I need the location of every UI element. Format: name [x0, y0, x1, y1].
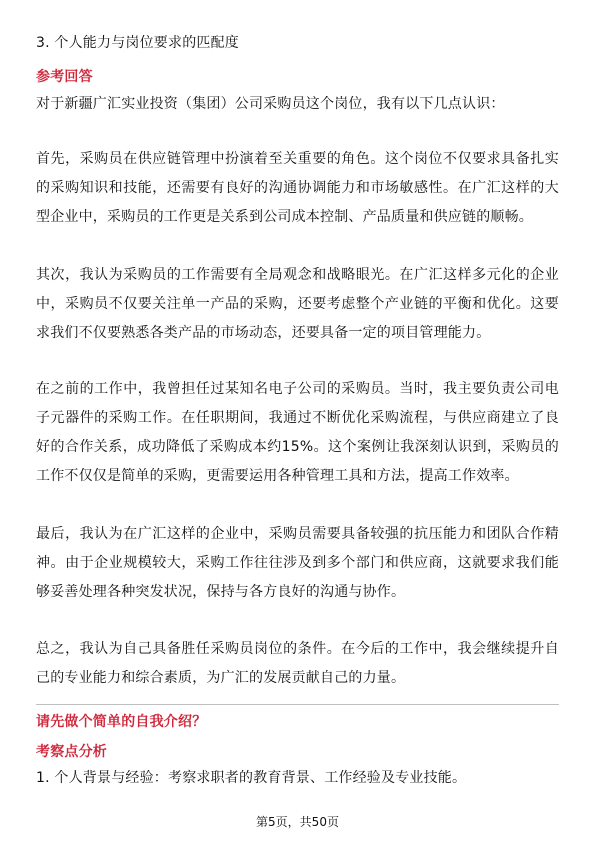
- paragraph-3-line-4: 工作不仅仅是简单的采购，更需要运用各种管理工具和方法，提高工作效率。: [36, 468, 519, 484]
- section-divider: [36, 704, 559, 705]
- paragraph-5-line-1: 总之，我认为自己具备胜任采购员岗位的条件。在今后的工作中，我会继续提升自: [36, 641, 559, 657]
- paragraph-4-line-3: 够妥善处理各种突发状况，保持与各方良好的沟通与协作。: [36, 584, 406, 600]
- page-footer: 第5页，共50页: [256, 815, 339, 829]
- paragraph-1-line-1: 首先，采购员在供应链管理中扮演着至关重要的角色。这个岗位不仅要求具备扎实: [36, 151, 559, 167]
- next-question-heading: 请先做个简单的自我介绍？: [36, 714, 207, 730]
- paragraph-4-line-2: 神。由于企业规模较大，采购工作往往涉及到多个部门和供应商，这就要求我们能: [36, 555, 559, 571]
- paragraph-5-line-2: 己的专业能力和综合素质，为广汇的发展贡献自己的力量。: [36, 670, 406, 686]
- paragraph-1-line-3: 型企业中，采购员的工作更是关系到公司成本控制、产品质量和供应链的顺畅。: [36, 209, 533, 225]
- paragraph-1-line-2: 的采购知识和技能，还需要有良好的沟通协调能力和市场敏感性。在广汇这样的大: [36, 180, 559, 196]
- paragraph-4-line-1: 最后，我认为在广汇这样的企业中，采购员需要具备较强的抗压能力和团队合作精: [36, 526, 559, 542]
- paragraph-2-line-1: 其次，我认为采购员的工作需要有全局观念和战略眼光。在广汇这样多元化的企业: [36, 267, 559, 283]
- paragraph-2-line-3: 求我们不仅要熟悉各类产品的市场动态，还要具备一定的项目管理能力。: [36, 325, 491, 341]
- intro-text: 对于新疆广汇实业投资（集团）公司采购员这个岗位，我有以下几点认识：: [36, 96, 505, 112]
- answer-label: 参考回答: [36, 69, 93, 85]
- section-heading: 3. 个人能力与岗位要求的匹配度: [36, 35, 240, 51]
- paragraph-2-line-2: 中，采购员不仅要关注单一产品的采购，还要考虑整个产业链的平衡和优化。这要: [36, 296, 559, 312]
- paragraph-3-line-2: 子元器件的采购工作。在任职期间，我通过不断优化采购流程，与供应商建立了良: [36, 410, 559, 426]
- paragraph-3-line-1: 在之前的工作中，我曾担任过某知名电子公司的采购员。当时，我主要负责公司电: [36, 381, 559, 397]
- analysis-label: 考察点分析: [36, 744, 107, 760]
- paragraph-3-line-3: 好的合作关系，成功降低了采购成本约15%。这个案例让我深刻认识到，采购员的: [36, 439, 559, 455]
- analysis-item-1: 1. 个人背景与经验：考察求职者的教育背景、工作经验及专业技能。: [36, 770, 467, 786]
